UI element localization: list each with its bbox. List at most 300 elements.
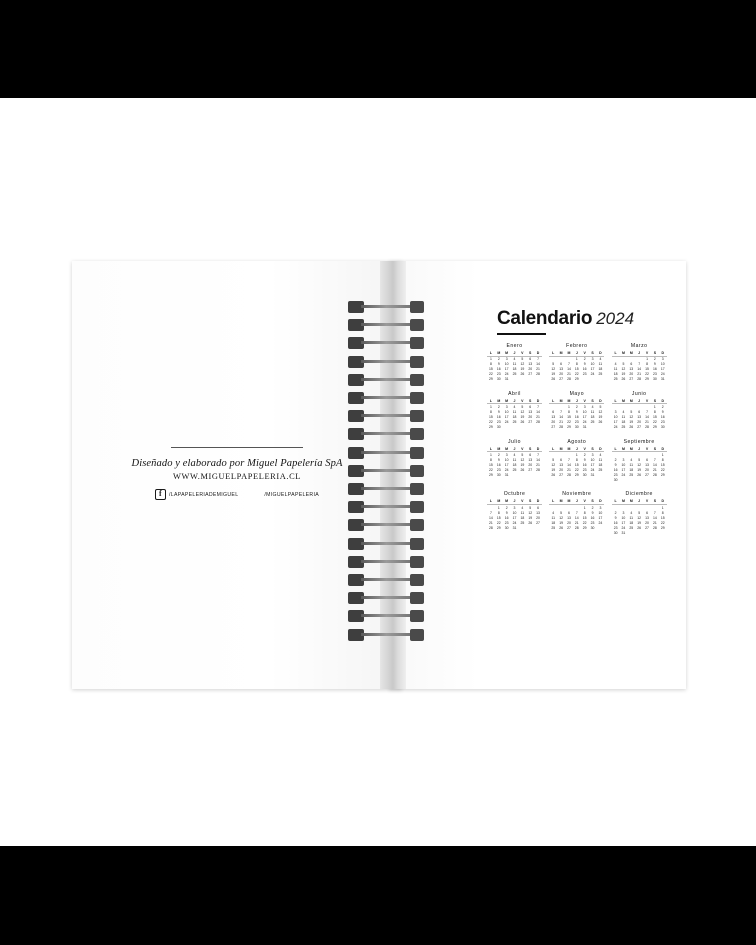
weekday-initial: J bbox=[638, 398, 641, 403]
day-cell: 10 bbox=[512, 510, 517, 515]
day-cell: 12 bbox=[551, 367, 556, 372]
day-cell: 27 bbox=[629, 377, 634, 382]
day-cell: 7 bbox=[537, 357, 540, 362]
notebook-spread bbox=[72, 261, 686, 689]
day-cell: 15 bbox=[496, 515, 501, 520]
day-cell: 18 bbox=[629, 467, 634, 472]
day-cell: 10 bbox=[621, 462, 626, 467]
day-cell: 20 bbox=[645, 520, 649, 525]
day-cell: 19 bbox=[629, 420, 634, 425]
day-cell: 21 bbox=[567, 467, 571, 472]
day-cell: 9 bbox=[575, 410, 578, 415]
weekday-initial: L bbox=[489, 499, 492, 504]
day-cell: 11 bbox=[629, 462, 634, 467]
day-cell: 31 bbox=[590, 472, 595, 477]
day-cell: 5 bbox=[521, 357, 524, 362]
day-cell: 24 bbox=[512, 520, 517, 525]
day-cell: 21 bbox=[574, 520, 579, 525]
day-cell: 22 bbox=[660, 520, 665, 525]
day-cell: 9 bbox=[591, 510, 594, 515]
credits-website-line: WWW.MIGUELPAPELERIA.CL bbox=[173, 472, 301, 481]
day-cell: 13 bbox=[637, 415, 642, 420]
month-days-grid bbox=[612, 506, 667, 535]
spiral-coil bbox=[348, 410, 430, 422]
day-cell: 9 bbox=[497, 362, 500, 367]
month-name: Julio bbox=[508, 438, 521, 445]
day-cell: 26 bbox=[637, 525, 642, 530]
day-cell: 2 bbox=[505, 505, 508, 510]
day-cell: 12 bbox=[559, 515, 563, 520]
day-cell: 21 bbox=[637, 372, 642, 377]
day-cell: 28 bbox=[489, 525, 493, 530]
day-cell: 30 bbox=[613, 530, 618, 535]
day-cell: 25 bbox=[512, 467, 517, 472]
weekday-initial: V bbox=[645, 499, 649, 504]
coil-wire bbox=[361, 578, 417, 581]
weekday-initial: L bbox=[614, 398, 617, 403]
weekday-initial: J bbox=[638, 446, 641, 451]
day-cell: 29 bbox=[582, 525, 587, 530]
day-cell: 9 bbox=[661, 410, 664, 415]
day-cell: 28 bbox=[559, 425, 563, 430]
day-cell: 5 bbox=[552, 362, 555, 367]
day-cell: 22 bbox=[582, 520, 587, 525]
day-cell: 18 bbox=[512, 367, 517, 372]
right-page bbox=[389, 261, 686, 689]
weekday-initial: J bbox=[513, 446, 516, 451]
day-cell: 23 bbox=[496, 420, 501, 425]
day-cell: 6 bbox=[646, 457, 648, 462]
day-cell: 13 bbox=[559, 462, 563, 467]
day-cell: 14 bbox=[489, 515, 493, 520]
social-instagram bbox=[155, 489, 238, 500]
day-cell: 25 bbox=[598, 372, 603, 377]
coil-knob-right bbox=[410, 501, 424, 513]
day-cell: 7 bbox=[646, 410, 648, 415]
day-cell: 4 bbox=[614, 362, 617, 367]
weekday-initial: D bbox=[536, 499, 540, 504]
day-cell: 7 bbox=[568, 457, 570, 462]
day-cell: 26 bbox=[629, 425, 634, 430]
day-cell: 21 bbox=[645, 420, 649, 425]
day-cell: 10 bbox=[504, 362, 509, 367]
day-cell: 19 bbox=[598, 415, 603, 420]
weekday-initial: V bbox=[521, 446, 524, 451]
coil-wire bbox=[361, 505, 417, 508]
day-cell: 19 bbox=[520, 415, 525, 420]
weekday-initial: S bbox=[529, 398, 532, 403]
day-cell: 21 bbox=[567, 372, 571, 377]
day-cell: 28 bbox=[574, 525, 579, 530]
day-cell: 23 bbox=[504, 520, 509, 525]
day-cell: 30 bbox=[496, 377, 501, 382]
weekday-initial: J bbox=[575, 351, 578, 355]
day-cell: 2 bbox=[583, 452, 586, 457]
day-cell: 7 bbox=[638, 362, 641, 367]
day-cell: 26 bbox=[551, 472, 556, 477]
coil-knob-right bbox=[410, 356, 424, 368]
weekday-header-row bbox=[549, 447, 604, 453]
day-cell: 29 bbox=[489, 377, 493, 382]
day-cell: 5 bbox=[599, 405, 602, 410]
weekday-initial: L bbox=[552, 351, 555, 355]
day-cell: 29 bbox=[489, 425, 493, 430]
day-cell: 30 bbox=[504, 525, 509, 530]
spiral-coil bbox=[348, 428, 430, 440]
day-cell: 11 bbox=[613, 367, 618, 372]
day-cell: 29 bbox=[567, 425, 571, 430]
day-cell: 10 bbox=[598, 510, 603, 515]
day-cell: 11 bbox=[520, 510, 525, 515]
weekday-initial: M bbox=[629, 351, 633, 355]
weekday-initial: M bbox=[621, 398, 625, 403]
day-cell: 10 bbox=[590, 362, 595, 367]
coil-knob-right bbox=[410, 392, 424, 404]
weekday-initial: J bbox=[513, 499, 516, 504]
day-cell: 11 bbox=[598, 457, 603, 462]
month-name: Junio bbox=[631, 390, 647, 397]
day-cell: 16 bbox=[660, 415, 665, 420]
day-cell: 14 bbox=[645, 415, 649, 420]
day-cell: 18 bbox=[512, 415, 517, 420]
day-cell: 27 bbox=[559, 472, 563, 477]
spiral-coil bbox=[348, 465, 430, 477]
coil-knob-right bbox=[410, 538, 424, 550]
day-cell: 28 bbox=[536, 420, 540, 425]
day-cell: 20 bbox=[559, 467, 563, 472]
day-cell: 1 bbox=[583, 505, 586, 510]
day-cell: 29 bbox=[496, 525, 501, 530]
day-cell: 24 bbox=[613, 425, 618, 430]
day-cell: 17 bbox=[504, 415, 509, 420]
day-cell: 23 bbox=[582, 372, 587, 377]
day-cell: 28 bbox=[652, 525, 657, 530]
day-cell: 19 bbox=[520, 367, 525, 372]
day-cell: 11 bbox=[621, 415, 626, 420]
day-cell: 26 bbox=[528, 520, 533, 525]
day-cell: 8 bbox=[575, 362, 578, 367]
weekday-header-row bbox=[612, 351, 667, 357]
day-cell: 16 bbox=[496, 462, 501, 467]
day-cell: 16 bbox=[590, 515, 595, 520]
weekday-initial: L bbox=[552, 398, 555, 403]
day-cell: 31 bbox=[504, 377, 509, 382]
day-cell: 8 bbox=[661, 510, 664, 515]
day-cell: 23 bbox=[496, 372, 501, 377]
day-cell: 8 bbox=[646, 362, 648, 367]
weekday-initial: M bbox=[505, 398, 509, 403]
day-cell: 19 bbox=[551, 372, 556, 377]
day-cell: 6 bbox=[560, 362, 563, 367]
day-cell: 31 bbox=[660, 377, 665, 382]
weekday-initial: D bbox=[661, 446, 664, 451]
day-cell: 7 bbox=[537, 452, 540, 457]
day-cell: 18 bbox=[598, 367, 603, 372]
instagram-icon bbox=[155, 489, 166, 500]
day-cell: 29 bbox=[652, 425, 657, 430]
weekday-initial: M bbox=[497, 351, 501, 355]
calendar-title-underline bbox=[497, 333, 546, 335]
day-cell: 16 bbox=[582, 462, 587, 467]
weekday-initial: D bbox=[536, 446, 540, 451]
day-cell: 1 bbox=[661, 505, 664, 510]
day-cell: 15 bbox=[574, 462, 579, 467]
day-cell: 13 bbox=[567, 515, 571, 520]
day-cell: 15 bbox=[582, 515, 587, 520]
day-cell: 1 bbox=[575, 357, 578, 362]
day-cell: 28 bbox=[536, 467, 540, 472]
weekday-initial: D bbox=[599, 446, 602, 451]
day-cell: 19 bbox=[621, 372, 626, 377]
social-facebook bbox=[264, 492, 319, 498]
day-cell: 30 bbox=[590, 525, 595, 530]
day-cell: 5 bbox=[529, 505, 532, 510]
day-cell: 13 bbox=[559, 367, 563, 372]
day-cell: 25 bbox=[629, 525, 634, 530]
coil-knob-right bbox=[410, 410, 424, 422]
day-cell: 15 bbox=[489, 415, 493, 420]
day-cell: 17 bbox=[621, 520, 626, 525]
day-cell: 23 bbox=[660, 420, 665, 425]
coil-wire bbox=[361, 323, 417, 326]
day-cell: 3 bbox=[583, 405, 586, 410]
coil-wire bbox=[361, 305, 417, 308]
month-block bbox=[549, 439, 604, 483]
day-cell: 6 bbox=[537, 505, 540, 510]
day-cell: 1 bbox=[646, 357, 648, 362]
day-cell: 1 bbox=[653, 405, 656, 410]
day-cell: 21 bbox=[652, 467, 657, 472]
day-cell: 6 bbox=[529, 405, 532, 410]
day-cell: 1 bbox=[661, 452, 664, 457]
calendar-title-text: Calendario bbox=[497, 308, 593, 329]
day-cell: 12 bbox=[637, 515, 642, 520]
day-cell: 15 bbox=[489, 367, 493, 372]
day-cell: 3 bbox=[505, 405, 508, 410]
day-cell: 16 bbox=[582, 367, 587, 372]
day-cell: 1 bbox=[489, 452, 492, 457]
weekday-initial: D bbox=[536, 398, 540, 403]
weekday-initial: D bbox=[599, 398, 602, 403]
coil-knob-right bbox=[410, 301, 424, 313]
day-cell: 22 bbox=[645, 372, 649, 377]
day-cell: 27 bbox=[528, 420, 533, 425]
day-cell: 10 bbox=[660, 362, 665, 367]
day-cell: 15 bbox=[645, 367, 649, 372]
day-cell: 23 bbox=[613, 525, 618, 530]
day-cell: 19 bbox=[637, 520, 642, 525]
day-cell: 20 bbox=[528, 462, 533, 467]
day-cell: 12 bbox=[551, 462, 556, 467]
coil-wire bbox=[361, 633, 417, 636]
spiral-coil bbox=[348, 447, 430, 459]
day-cell: 13 bbox=[645, 462, 649, 467]
day-cell: 25 bbox=[629, 472, 634, 477]
day-cell: 30 bbox=[496, 472, 501, 477]
day-cell: 7 bbox=[653, 510, 656, 515]
weekday-initial: V bbox=[645, 351, 649, 355]
day-cell: 25 bbox=[512, 420, 517, 425]
day-cell: 25 bbox=[613, 377, 618, 382]
day-cell: 14 bbox=[637, 367, 642, 372]
day-cell: 6 bbox=[529, 452, 532, 457]
day-cell: 2 bbox=[497, 452, 500, 457]
day-cell: 12 bbox=[621, 367, 626, 372]
day-cell: 24 bbox=[621, 472, 626, 477]
month-block bbox=[612, 439, 667, 483]
weekday-header-row bbox=[487, 499, 542, 505]
day-cell: 23 bbox=[652, 372, 657, 377]
day-cell: 19 bbox=[520, 462, 525, 467]
day-cell: 28 bbox=[567, 472, 571, 477]
day-cell: 31 bbox=[504, 472, 509, 477]
month-days-grid bbox=[549, 357, 604, 381]
day-cell: 22 bbox=[574, 372, 579, 377]
coil-knob-right bbox=[410, 465, 424, 477]
spiral-coil bbox=[348, 392, 430, 404]
day-cell: 4 bbox=[599, 357, 602, 362]
weekday-initial: J bbox=[575, 398, 578, 403]
day-cell: 8 bbox=[489, 362, 492, 367]
weekday-initial: V bbox=[645, 446, 649, 451]
spiral-coil bbox=[348, 501, 430, 513]
day-cell: 20 bbox=[637, 420, 642, 425]
day-cell: 25 bbox=[520, 520, 525, 525]
day-cell: 14 bbox=[536, 457, 540, 462]
day-cell: 13 bbox=[645, 515, 649, 520]
day-cell: 8 bbox=[497, 510, 500, 515]
day-cell: 12 bbox=[629, 415, 634, 420]
weekday-initial: M bbox=[567, 499, 571, 504]
day-cell: 24 bbox=[582, 420, 587, 425]
month-name: Mayo bbox=[569, 390, 585, 397]
weekday-initial: L bbox=[614, 499, 617, 504]
day-cell: 8 bbox=[575, 457, 578, 462]
day-cell: 28 bbox=[567, 377, 571, 382]
day-cell: 22 bbox=[489, 372, 493, 377]
weekday-initial: M bbox=[567, 398, 571, 403]
month-days-grid bbox=[612, 405, 667, 429]
day-cell: 16 bbox=[613, 467, 618, 472]
weekday-initial: J bbox=[638, 351, 641, 355]
facebook-handle: /MIGUELPAPELERIA bbox=[264, 491, 319, 498]
day-cell: 27 bbox=[551, 425, 556, 430]
day-cell: 6 bbox=[560, 457, 563, 462]
day-cell: 20 bbox=[645, 467, 649, 472]
day-cell: 19 bbox=[528, 515, 533, 520]
weekday-initial: L bbox=[489, 398, 492, 403]
day-cell: 29 bbox=[660, 525, 665, 530]
day-cell: 17 bbox=[621, 467, 626, 472]
day-cell: 15 bbox=[660, 462, 665, 467]
day-cell: 4 bbox=[630, 457, 633, 462]
weekday-initial: S bbox=[653, 398, 657, 403]
day-cell: 3 bbox=[505, 452, 508, 457]
coil-wire bbox=[361, 360, 417, 363]
day-cell: 24 bbox=[590, 467, 595, 472]
coil-wire bbox=[361, 487, 417, 490]
weekday-initial: D bbox=[536, 351, 540, 355]
day-cell: 27 bbox=[645, 472, 649, 477]
day-cell: 14 bbox=[536, 362, 540, 367]
day-cell: 30 bbox=[582, 472, 587, 477]
day-cell: 7 bbox=[568, 362, 570, 367]
coil-wire bbox=[361, 596, 417, 599]
month-block bbox=[612, 343, 667, 382]
coil-wire bbox=[361, 560, 417, 563]
day-cell: 27 bbox=[637, 425, 642, 430]
day-cell: 5 bbox=[521, 452, 524, 457]
day-cell: 22 bbox=[496, 520, 501, 525]
day-cell: 21 bbox=[536, 415, 540, 420]
weekday-initial: J bbox=[575, 446, 578, 451]
weekday-header-row bbox=[549, 399, 604, 405]
coil-wire bbox=[361, 614, 417, 617]
weekday-header-row bbox=[487, 399, 542, 405]
day-cell: 18 bbox=[551, 520, 556, 525]
day-cell: 4 bbox=[622, 410, 625, 415]
month-block bbox=[487, 491, 542, 535]
day-cell: 17 bbox=[613, 420, 618, 425]
weekday-initial: M bbox=[497, 499, 501, 504]
day-cell: 14 bbox=[567, 367, 571, 372]
month-block bbox=[549, 343, 604, 382]
day-cell: 13 bbox=[536, 510, 540, 515]
weekday-initial: S bbox=[529, 499, 532, 504]
instagram-handle: /LAPAPELERIADEMIGUEL bbox=[169, 491, 239, 498]
month-name: Marzo bbox=[630, 343, 648, 349]
day-cell: 4 bbox=[591, 405, 594, 410]
month-block bbox=[612, 391, 667, 430]
weekday-initial: D bbox=[661, 351, 664, 355]
day-cell: 30 bbox=[613, 477, 618, 482]
coil-knob-right bbox=[410, 483, 424, 495]
weekday-initial: S bbox=[653, 351, 657, 355]
day-cell: 17 bbox=[504, 367, 509, 372]
day-cell: 11 bbox=[629, 515, 634, 520]
coil-wire bbox=[361, 451, 417, 454]
month-block bbox=[612, 491, 667, 535]
day-cell: 2 bbox=[653, 357, 656, 362]
month-block bbox=[487, 391, 542, 430]
day-cell: 17 bbox=[590, 462, 595, 467]
day-cell: 23 bbox=[613, 472, 618, 477]
day-cell: 30 bbox=[574, 425, 579, 430]
day-cell: 24 bbox=[504, 372, 509, 377]
day-cell: 9 bbox=[583, 457, 586, 462]
month-name: Enero bbox=[506, 343, 523, 349]
calendar-title-year: 2024 bbox=[596, 309, 635, 328]
weekday-initial: S bbox=[591, 351, 594, 355]
day-cell: 17 bbox=[582, 415, 587, 420]
day-cell: 3 bbox=[599, 505, 602, 510]
day-cell: 5 bbox=[552, 457, 555, 462]
spiral-coil bbox=[348, 337, 430, 349]
month-name: Febrero bbox=[566, 343, 588, 349]
day-cell: 20 bbox=[536, 515, 540, 520]
coil-wire bbox=[361, 341, 417, 344]
weekday-initial: M bbox=[505, 351, 509, 355]
day-cell: 26 bbox=[637, 472, 642, 477]
day-cell: 16 bbox=[652, 367, 657, 372]
coil-knob-right bbox=[410, 519, 424, 531]
day-cell: 8 bbox=[653, 410, 656, 415]
day-cell: 28 bbox=[652, 472, 657, 477]
day-cell: 15 bbox=[489, 462, 493, 467]
day-cell: 31 bbox=[582, 425, 587, 430]
day-cell: 24 bbox=[504, 420, 509, 425]
day-cell: 6 bbox=[630, 362, 633, 367]
